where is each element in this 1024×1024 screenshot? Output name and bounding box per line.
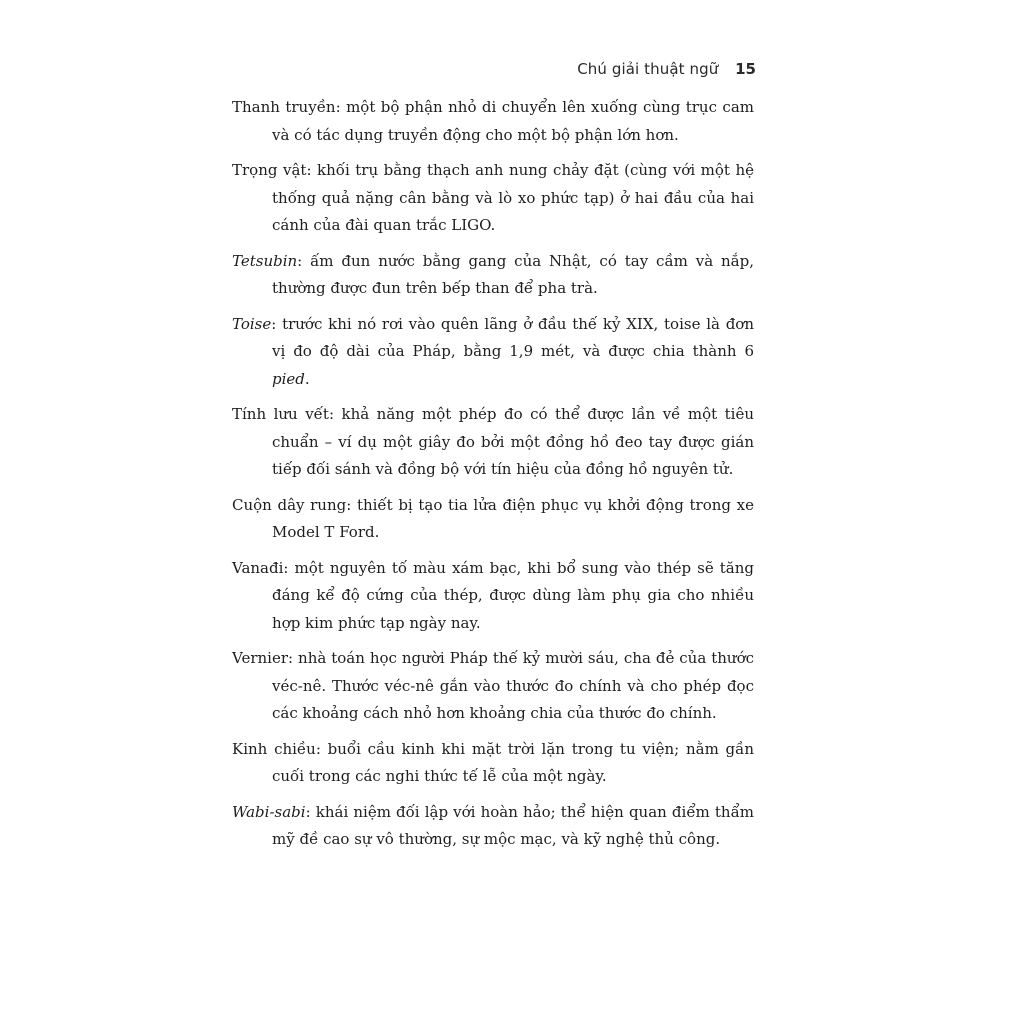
running-head <box>577 60 756 78</box>
glossary-definition <box>272 315 754 388</box>
running-head-title: Chú giải thuật ngữ <box>577 60 719 78</box>
glossary-term: Kinh chiều <box>232 739 316 758</box>
glossary-entry: Cuộn dây rung: thiết bị tạo tia lửa điện phục vụ khởi động trong xe Model T Ford. <box>232 495 754 541</box>
glossary-entry: Vanađi: một nguyên tố màu xám bạc, khi bổ sung vào thép sẽ tăng đáng kể độ cứng của thép, được dùng làm phụ gia cho nhiều hợp kim phức tạp ngày nay. <box>232 558 754 632</box>
glossary-term: Toise <box>232 314 272 333</box>
glossary-entry: Trọng vật: khối trụ bằng thạch anh nung chảy đặt (cùng với một hệ thống quả nặng cân bằng và lò xo phức tạp) ở hai đầu của hai cánh của đài quan trắc LIGO. <box>232 161 754 234</box>
glossary-term: Vanađi <box>232 558 284 577</box>
glossary-entry: Tetsubin: ấm đun nước bằng gang của Nhật, có tay cầm và nắp, thường được đun trên bếp than để pha trà. <box>232 251 754 297</box>
definition-text: trước khi nó rơi vào quên lãng ở đầu thế kỷ XIX, toise là đơn vị đo độ dài của Pháp, bằng 1,9 mét, và được chia thành 6 <box>272 314 755 360</box>
glossary-entries <box>232 94 754 862</box>
glossary-definition: thiết bị tạo tia lửa điện phục vụ khởi động trong xe Model T Ford. <box>272 495 754 541</box>
glossary-entry: Vernier: nhà toán học người Pháp thế kỷ mười sáu, cha đẻ của thước véc-nê. Thước véc-nê gắn vào thước đo chính và cho phép đọc các khoảng cách nhỏ hơn khoảng chia của thước đo chính. <box>232 649 754 722</box>
definition-italic-word: pied <box>272 369 305 388</box>
glossary-entry: Thanh truyền: một bộ phận nhỏ di chuyển lên xuống cùng trục cam và có tác dụng truyền động cho một bộ phận lớn hơn. <box>232 98 754 144</box>
glossary-definition: nhà toán học người Pháp thế kỷ mười sáu, cha đẻ của thước véc-nê. Thước véc-nê gắn vào thước đo chính và cho phép đọc các khoảng cách nhỏ hơn khoảng chia của thước đo chính. <box>272 649 754 722</box>
glossary-term: Tính lưu vết <box>232 405 329 423</box>
glossary-definition: ấm đun nước bằng gang của Nhật, có tay cầm và nắp, thường được đun trên bếp than để pha trà. <box>272 251 754 297</box>
glossary-entry: Tính lưu vết: khả năng một phép đo có thể được lần về một tiêu chuẩn – ví dụ một giây đo bởi một đồng hồ đeo tay được gián tiếp đối sánh và đồng bộ với tín hiệu của đồng hồ nguyên tử. <box>232 405 754 478</box>
glossary-term: Wabi-sabi <box>232 802 306 821</box>
glossary-definition: khái niệm đối lập với hoàn hảo; thể hiện quan điểm thẩm mỹ đề cao sự vô thường, sự mộc mạc, và kỹ nghệ thủ công. <box>272 802 754 848</box>
glossary-definition: một bộ phận nhỏ di chuyển lên xuống cùng trục cam và có tác dụng truyền động cho một bộ phận lớn hơn. <box>272 98 754 144</box>
glossary-definition: khối trụ bằng thạch anh nung chảy đặt (cùng với một hệ thống quả nặng cân bằng và lò xo phức tạp) ở hai đầu của hai cánh của đài quan trắc LIGO. <box>272 161 754 234</box>
glossary-term: Trọng vật <box>232 161 307 179</box>
glossary-term: Vernier <box>232 649 289 667</box>
glossary-definition: buổi cầu kinh khi mặt trời lặn trong tu viện; nằm gần cuối trong các nghi thức tế lễ của một ngày. <box>272 739 754 785</box>
glossary-term: Tetsubin <box>232 251 298 270</box>
page-number: 15 <box>735 60 756 78</box>
glossary-definition: một nguyên tố màu xám bạc, khi bổ sung vào thép sẽ tăng đáng kể độ cứng của thép, được dùng làm phụ gia cho nhiều hợp kim phức tạp ngày nay. <box>272 558 754 632</box>
glossary-entry: Wabi-sabi: khái niệm đối lập với hoàn hảo; thể hiện quan điểm thẩm mỹ đề cao sự vô thường, sự mộc mạc, và kỹ nghệ thủ công. <box>232 802 754 848</box>
glossary-term: Cuộn dây rung <box>232 495 347 514</box>
definition-end: . <box>304 369 310 388</box>
glossary-definition: khả năng một phép đo có thể được lần về một tiêu chuẩn – ví dụ một giây đo bởi một đồng hồ đeo tay được gián tiếp đối sánh và đồng bộ với tín hiệu của đồng hồ nguyên tử. <box>272 405 754 478</box>
glossary-term: Thanh truyền <box>232 98 336 116</box>
glossary-entry: Kinh chiều: buổi cầu kinh khi mặt trời lặn trong tu viện; nằm gần cuối trong các nghi thức tế lễ của một ngày. <box>232 739 754 785</box>
glossary-entry: Toise: trước khi nó rơi vào quên lãng ở đầu thế kỷ XIX, toise là đơn vị đo độ dài của Pháp, bằng 1,9 mét, và được chia thành 6 pied. <box>232 314 755 388</box>
